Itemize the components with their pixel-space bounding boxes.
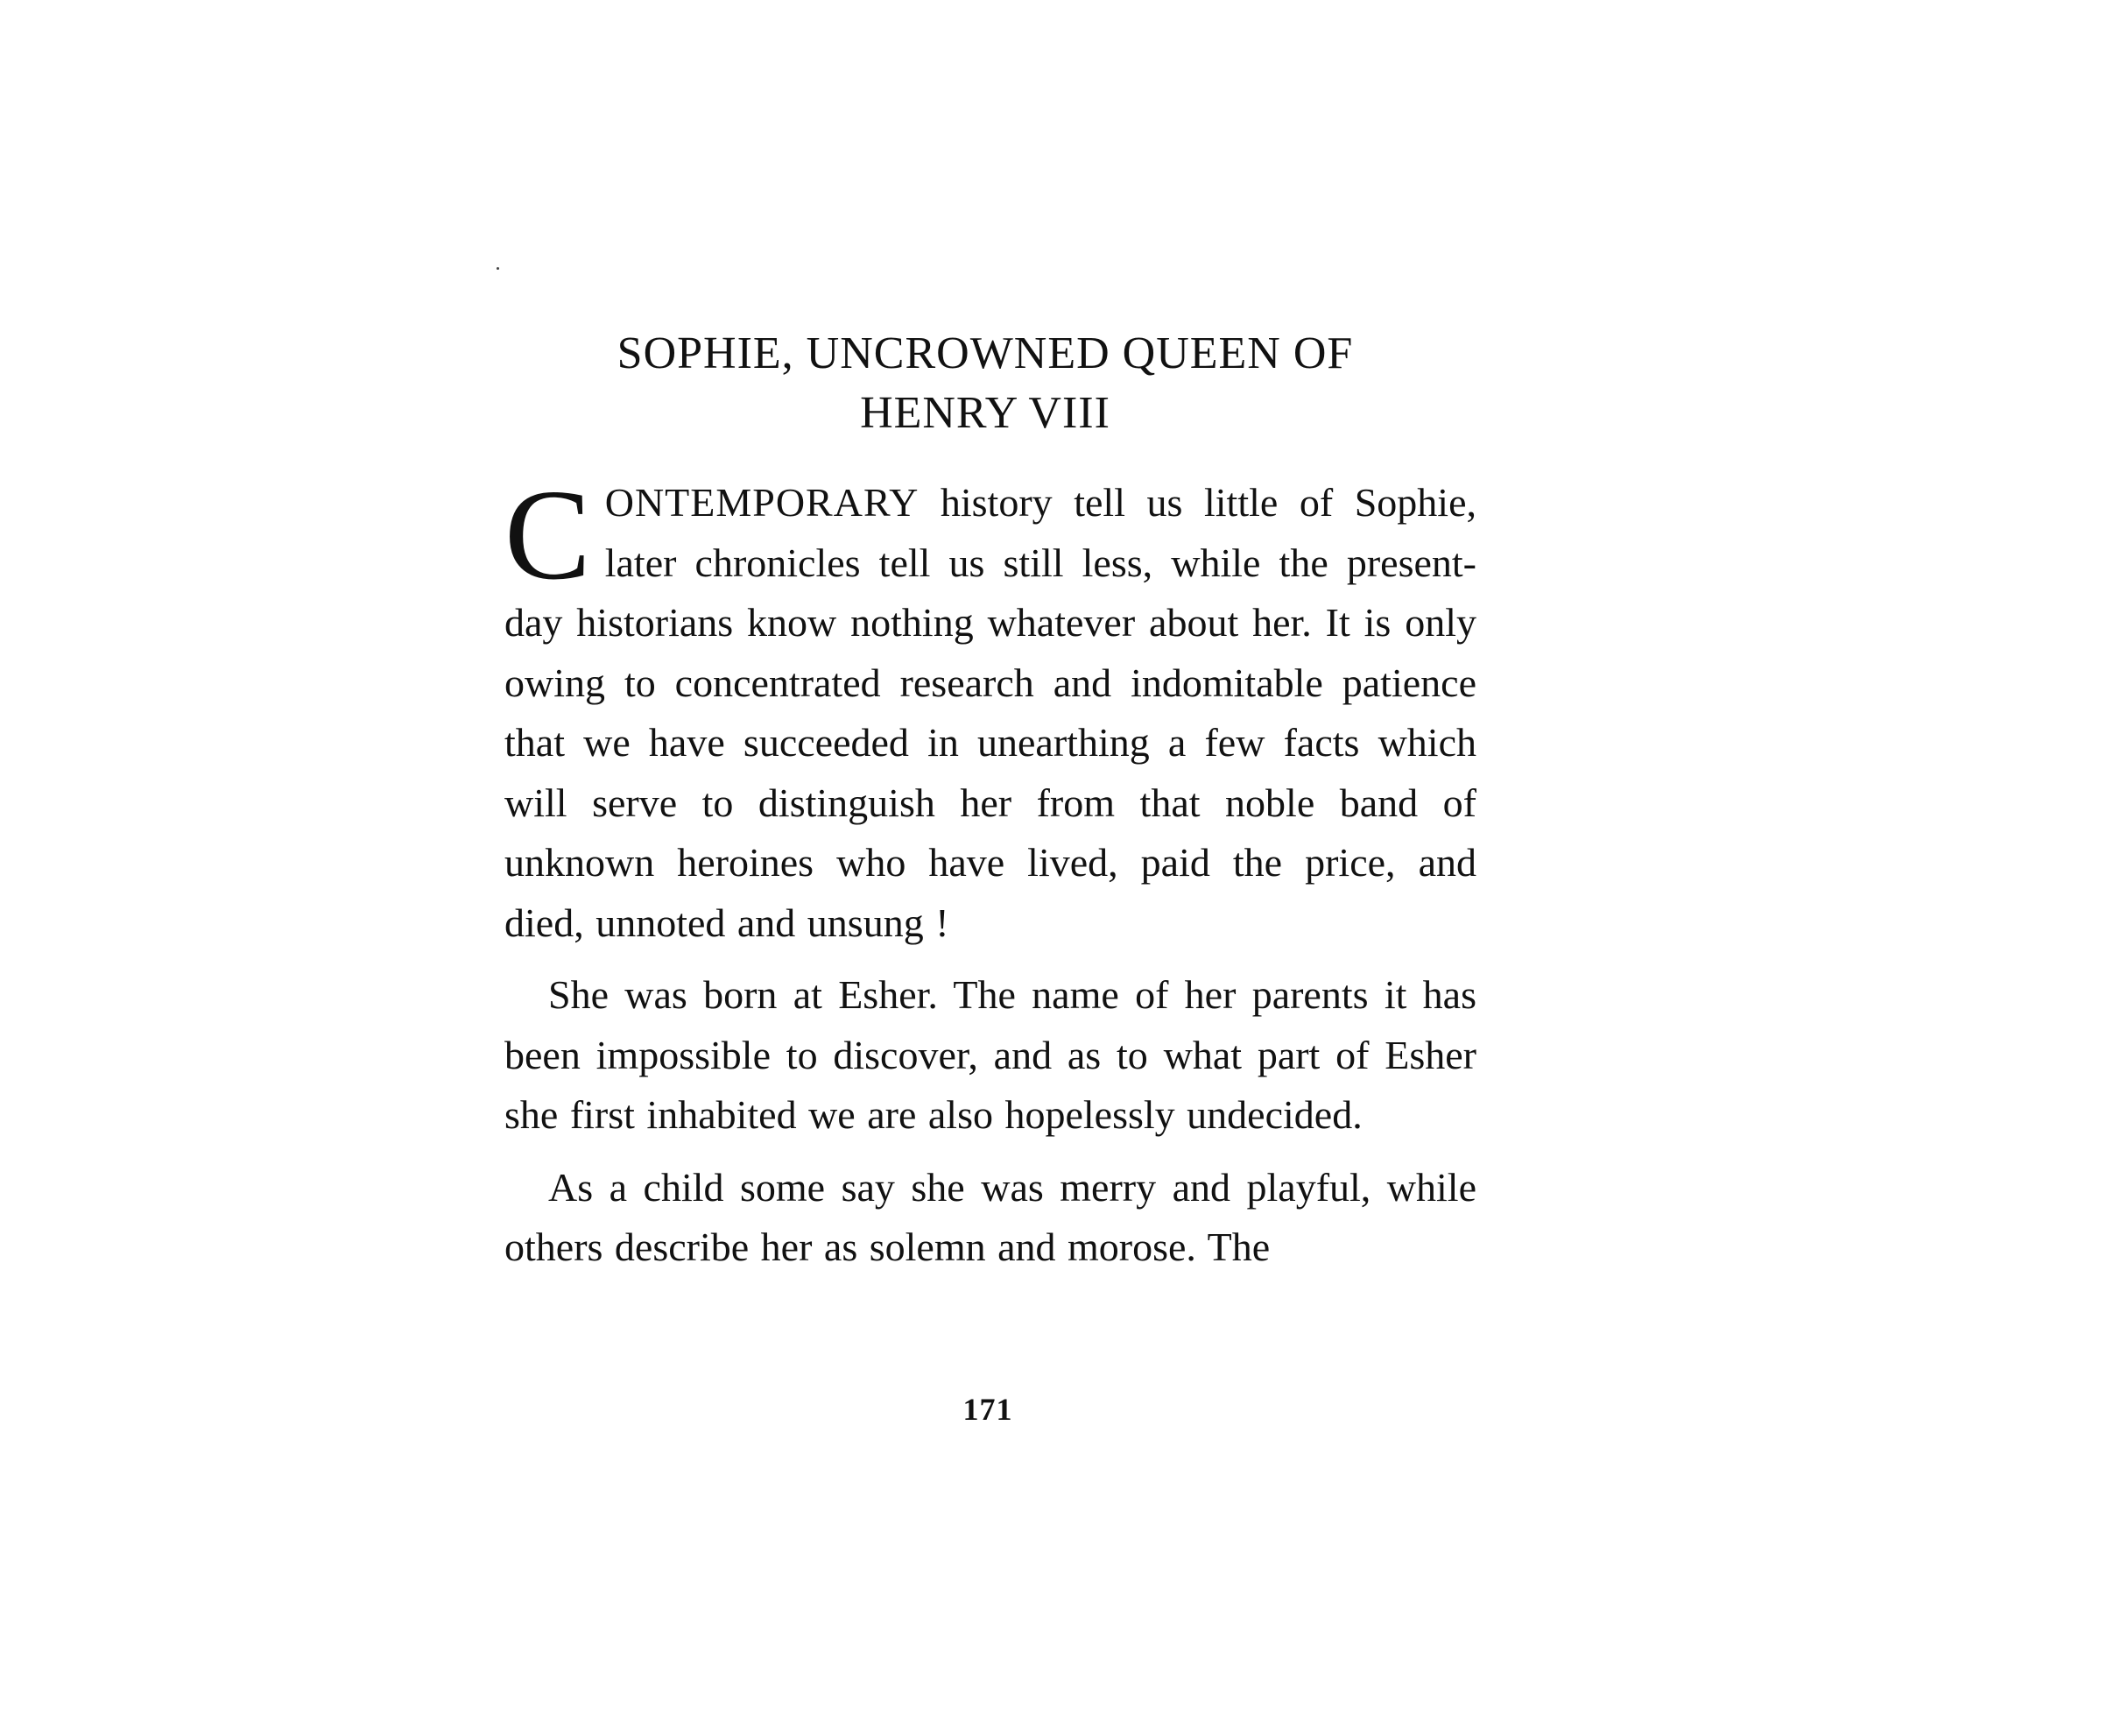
chapter-title-line-1: SOPHIE, UNCROWNED QUEEN OF xyxy=(617,328,1354,378)
body-text xyxy=(504,463,1476,1290)
chapter-title xyxy=(490,324,1480,443)
paragraph-2: She was born at Esher. The name of her parents it has been impossible to discover, and as to what part of Esher she first inhabited we are also hopelessly undecided. xyxy=(504,972,1476,1137)
paragraph-1 xyxy=(504,463,1476,953)
page-number: 171 xyxy=(962,1392,1013,1427)
paragraph-1-text: history tell us little of Sophie, later chronicles tell us still less, while the present-day historians know nothing whatever about her. It is only owing to concentrated research and indomitable patience that we have succeeded in unearthing a few facts which will serve to distinguish her from that noble band of unknown heroines who have lived, paid the price, and died, unnoted and unsung ! xyxy=(504,480,1476,945)
paragraph-3: As a child some say she was merry and playful, while others describe her as solemn and morose. The xyxy=(504,1164,1476,1269)
drop-cap: C xyxy=(504,463,591,607)
chapter-title-line-2: HENRY VIII xyxy=(860,388,1110,438)
page-speck xyxy=(497,267,499,270)
opening-word: ONTEMPORARY xyxy=(604,480,920,525)
